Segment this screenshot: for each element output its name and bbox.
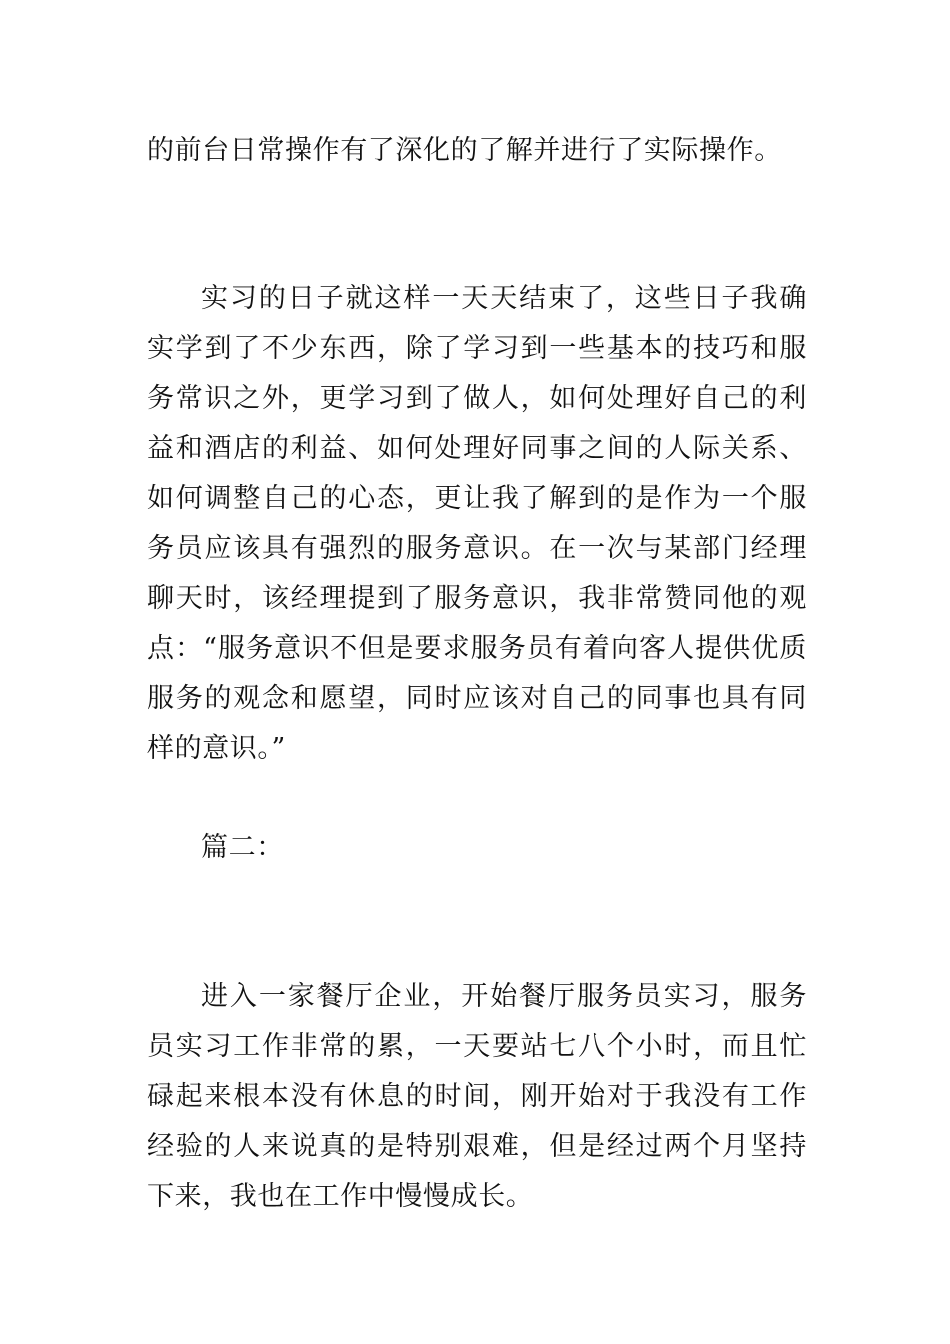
section-heading: 篇二： xyxy=(201,832,284,863)
paragraph-continuation: 的前台日常操作有了深化的了解并进行了实际操作。 xyxy=(147,135,782,166)
paragraph-internship-reflection: 实习的日子就这样一天天结束了，这些日子我确实学到了不少东西，除了学习到一些基本的技巧和服务常识之外，更学习到了做人，如何处理好自己的利益和酒店的利益、如何处理好同事之间的人际关系、如何调整自己的心态，更让我了解到的是作为一个服务员应该具有强烈的服务意识。在一次与某部门经理聊天时，该经理提到了服务意识，我非常赞同他的观点：“服务意识不但是要求服务员有着向客人提供优质服务的观念和愿望，同时应该对自己的同事也具有同样的意识。” xyxy=(147,283,807,764)
paragraph-restaurant-internship: 进入一家餐厅企业，开始餐厅服务员实习，服务员实习工作非常的累，一天要站七八个小时，而且忙碌起来根本没有休息的时间，刚开始对于我没有工作经验的人来说真的是特别艰难，但是经过两个月坚持下来，我也在工作中慢慢成长。 xyxy=(147,981,807,1212)
